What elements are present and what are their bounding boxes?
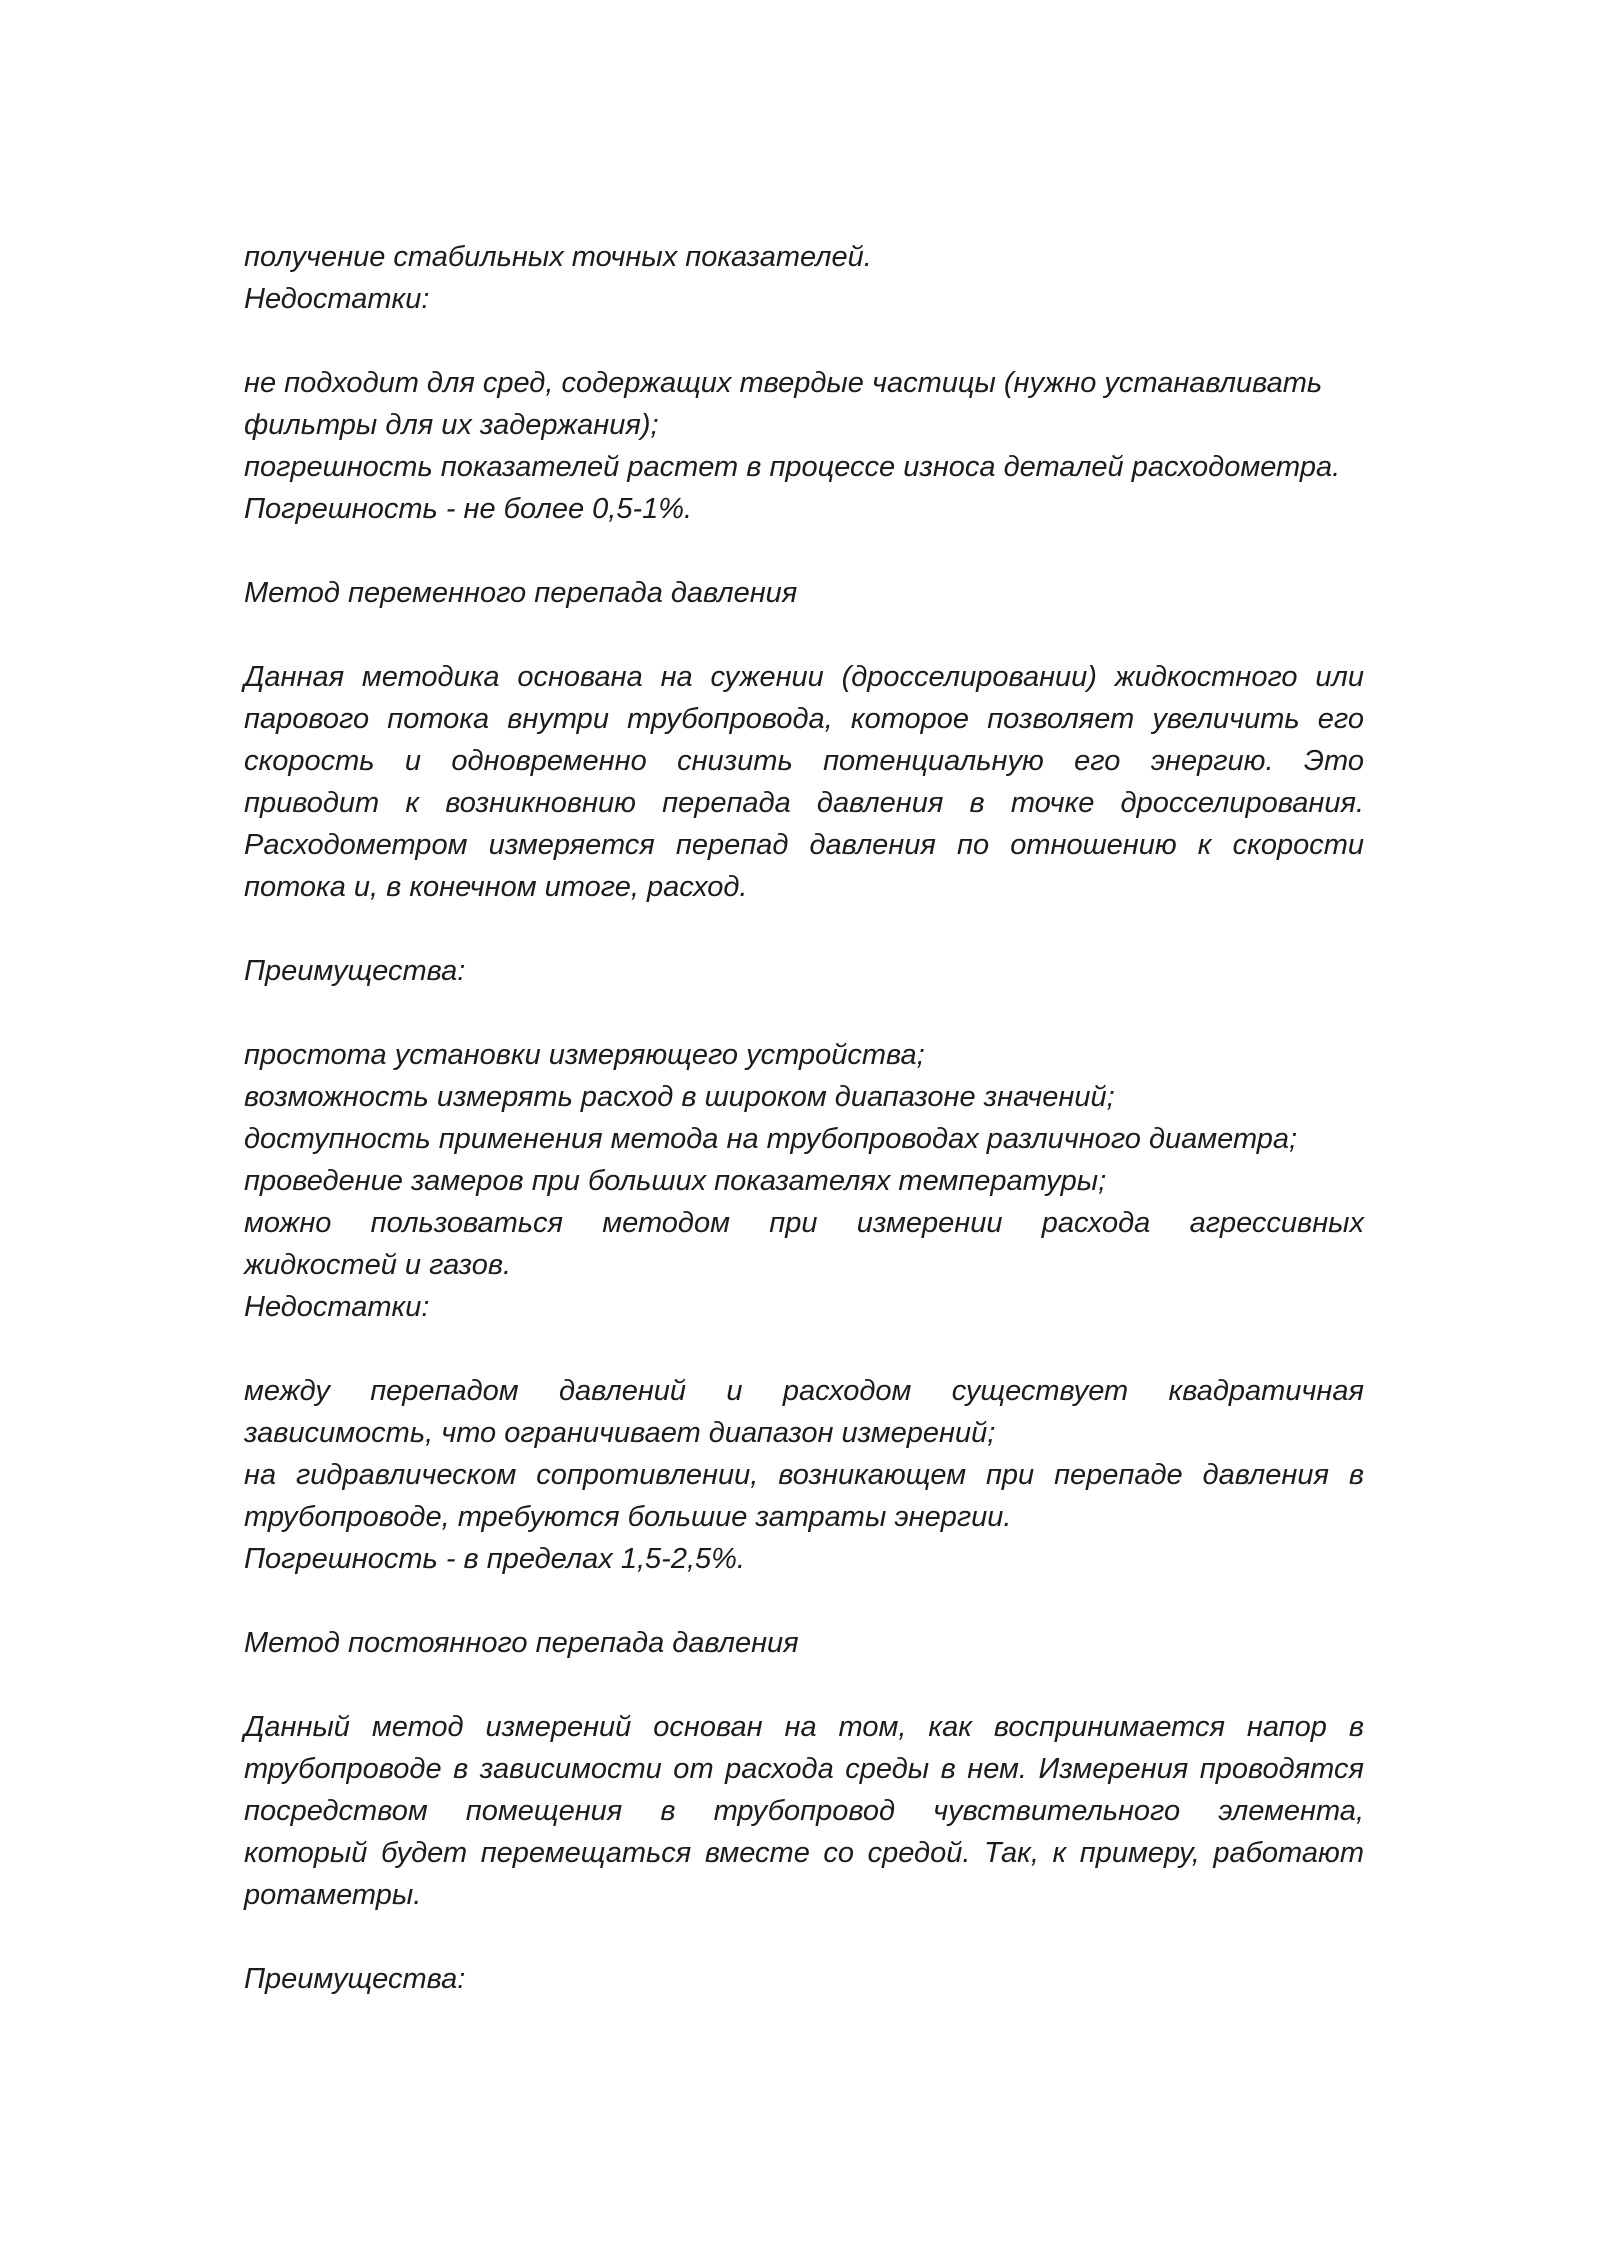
- drawbacks-label: Недостатки:: [244, 283, 430, 315]
- text-line: погрешность показателей растет в процессе износа деталей расходометра.: [244, 451, 1341, 483]
- text-line: простота установки измеряющего устройства;: [244, 1039, 925, 1071]
- text-line: фильтры для их задержания);: [244, 409, 659, 441]
- section-heading: Метод постоянного перепада давления: [244, 1627, 799, 1659]
- text-line: между перепадом давлений и расходом существует квадратичная: [244, 1375, 1364, 1407]
- text-line: доступность применения метода на трубопроводах различного диаметра;: [244, 1123, 1298, 1155]
- text-line: трубопроводе в зависимости от расхода среды в нем. Измерения проводятся: [244, 1753, 1364, 1785]
- blank-line: [244, 530, 1364, 572]
- blank-line: [244, 1916, 1364, 1958]
- blank-line: [244, 614, 1364, 656]
- blank-line: [244, 1664, 1364, 1706]
- text-line: ротаметры.: [244, 1879, 422, 1911]
- blank-line: [244, 320, 1364, 362]
- text-line: трубопроводе, требуются большие затраты энергии.: [244, 1501, 1012, 1533]
- text-line: скорость и одновременно снизить потенциальную его энергию. Это: [244, 745, 1364, 777]
- blank-line: [244, 1328, 1364, 1370]
- text-line: на гидравлическом сопротивлении, возникающем при перепаде давления в: [244, 1459, 1364, 1491]
- text-line: Расходометром измеряется перепад давления по отношению к скорости: [244, 829, 1364, 861]
- advantages-label: Преимущества:: [244, 1963, 466, 1995]
- text-line: Погрешность - в пределах 1,5-2,5%.: [244, 1543, 745, 1575]
- text-line: Данный метод измерений основан на том, как воспринимается напор в: [244, 1711, 1364, 1743]
- text-line: Данная методика основана на сужении (дросселировании) жидкостного или: [244, 661, 1364, 693]
- blank-line: [244, 908, 1364, 950]
- text-line: проведение замеров при больших показателях температуры;: [244, 1165, 1107, 1197]
- blank-line: [244, 1580, 1364, 1622]
- drawbacks-label: Недостатки:: [244, 1291, 430, 1323]
- text-line: жидкостей и газов.: [244, 1249, 512, 1281]
- text-line: приводит к возникновнию перепада давления в точке дросселирования.: [244, 787, 1364, 819]
- advantages-label: Преимущества:: [244, 955, 466, 987]
- blank-line: [244, 992, 1364, 1034]
- text-line: Погрешность - не более 0,5-1%.: [244, 493, 693, 525]
- text-line: парового потока внутри трубопровода, которое позволяет увеличить его: [244, 703, 1364, 735]
- text-line: не подходит для сред, содержащих твердые частицы (нужно устанавливать: [244, 367, 1323, 399]
- text-line: который будет перемещаться вместе со средой. Так, к примеру, работают: [244, 1837, 1364, 1869]
- text-line: зависимость, что ограничивает диапазон измерений;: [244, 1417, 996, 1449]
- text-line: потока и, в конечном итоге, расход.: [244, 871, 748, 903]
- text-line: можно пользоваться методом при измерении расхода агрессивных: [244, 1207, 1364, 1239]
- text-line: получение стабильных точных показателей.: [244, 241, 872, 273]
- section-heading: Метод переменного перепада давления: [244, 577, 798, 609]
- document-body: [244, 236, 1364, 2000]
- text-line: возможность измерять расход в широком диапазоне значений;: [244, 1081, 1115, 1113]
- text-line: посредством помещения в трубопровод чувствительного элемента,: [244, 1795, 1364, 1827]
